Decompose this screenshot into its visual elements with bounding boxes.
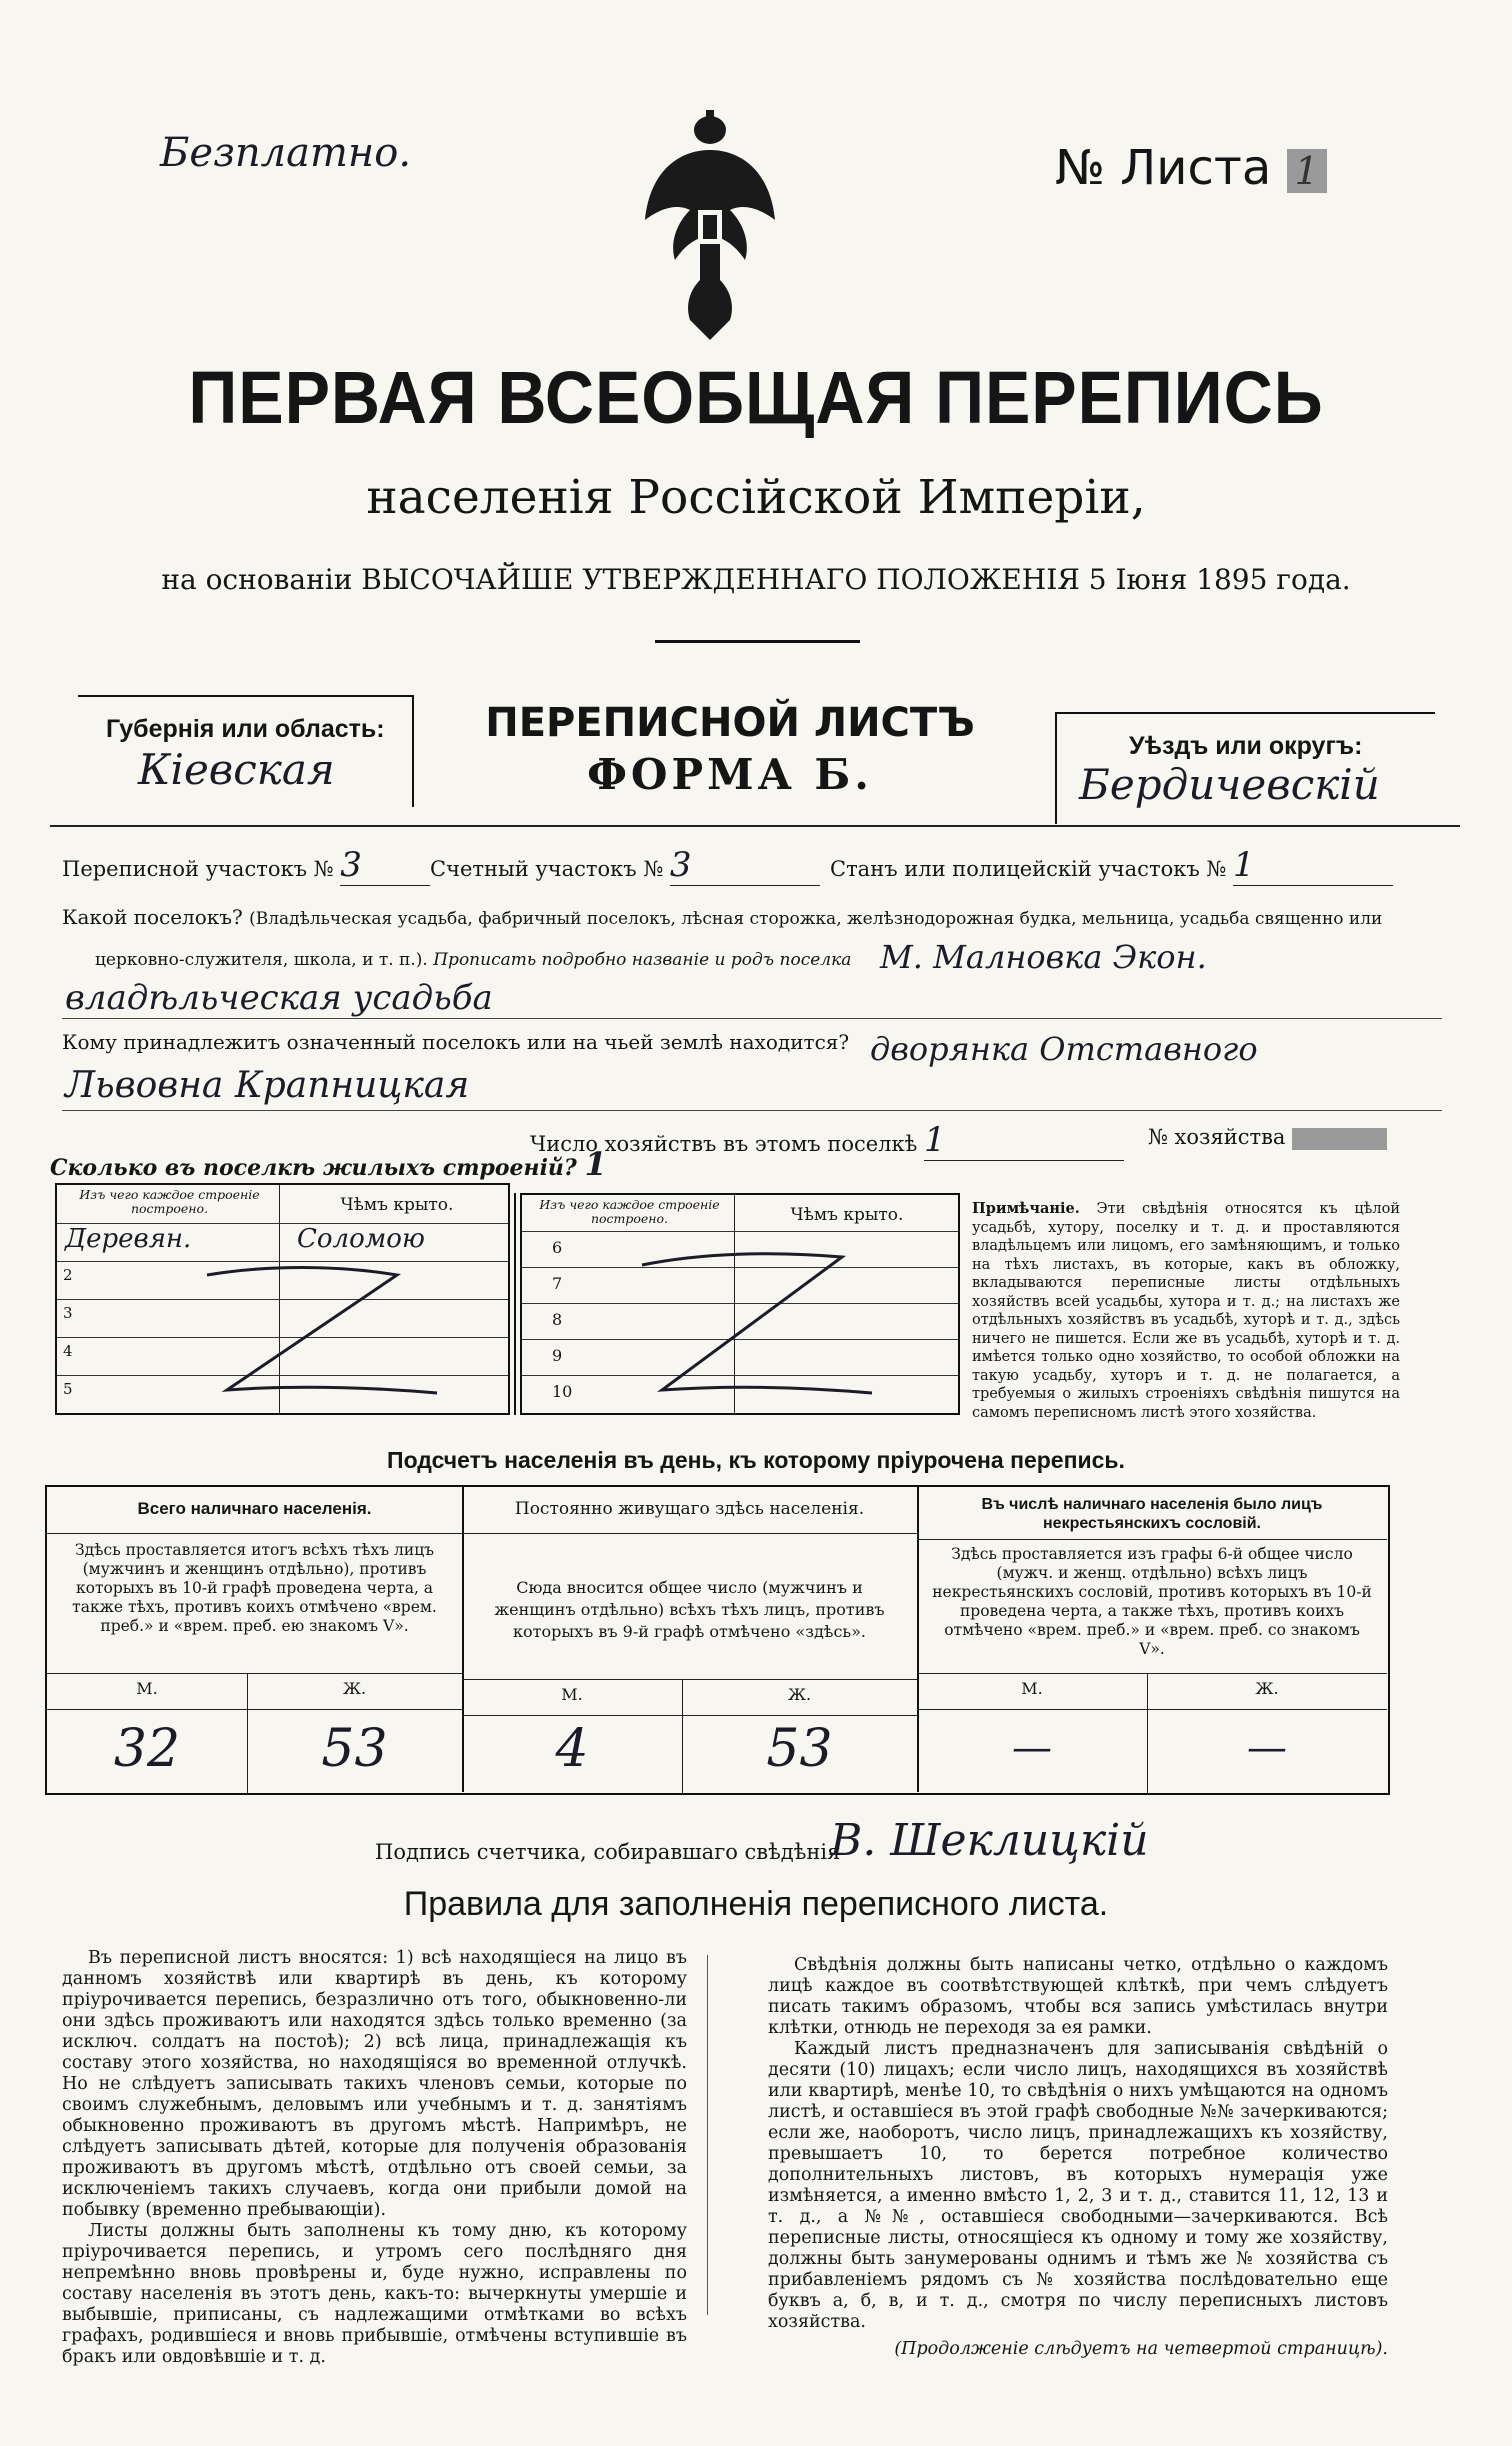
sheet-number-value: 1 <box>1287 149 1327 193</box>
col1-f-label: Ж. <box>342 1679 367 1698</box>
col1-m-label: М. <box>136 1679 158 1698</box>
permanent-population-col <box>462 1487 919 1792</box>
district-label: Уѣздъ или округъ: <box>1129 732 1363 760</box>
rules-left-paragraph-2: Листы должны быть заполнены къ тому дню, къ которому пріурочивается перепись, и утромъ сего послѣдняго дня непремѣнно вновь провѣрены и, буде нужно, исправлены по составу населенія въ этотъ день, какъ-то: вычеркнуты умершіе и выбывшіе, приписаны, съ надлежащими отмѣтками во всѣхъ графахъ, родившіеся и вновь прибывшіе, отмѣчены вступившіе въ бракъ или овдовѣвшіе и т. д. <box>62 2221 687 2367</box>
col1-text: Здѣсь проставляется итогъ всѣхъ тѣхъ лицъ (мужчинъ и женщинъ отдѣльно), противъ которыхъ въ 10-й графѣ проведена черта, а также тѣхъ, противъ коихъ отмѣчено «врем. преб.» и «врем. преб. ею знакомъ V». <box>72 1541 437 1635</box>
province-box <box>78 695 414 807</box>
province-value: Кіевская <box>138 745 335 794</box>
rules-right-paragraph-2: Каждый листъ предназначенъ для записыванія свѣдѣній о десяти (10) лицахъ; если число лицъ, находящихся въ хозяйствѣ или квартирѣ, менѣе 10, то свѣдѣнія о нихъ умѣщаются на одномъ листѣ, и оставшіеся въ этой графѣ свободные №№ зачеркиваются; если же, наоборотъ, число лицъ, принадлежащихъ къ хозяйству, превышаетъ 10, то берется потребное количество дополнительныхъ листовъ, въ которыхъ нумерація уже измѣняется, а именно вмѣсто 1, 2, 3 и т. д., ставится 11, 12, 13 и т. д., а №№, оставшіеся свободными—зачеркиваются. Всѣ переписные листы, относящіеся къ одному и тому же хозяйству, должны быть занумерованы однимъ и тѣмъ же № хозяйства съ прибавленіемъ рядомъ съ № хозяйства послѣдовательно еще буквъ а, б, в, и т. д., смотря по числу переписныхъ листовъ хозяйства. <box>768 2039 1388 2332</box>
district-box <box>1055 712 1435 824</box>
row-number: 6 <box>552 1238 563 1257</box>
buildings-value: 1 <box>584 1145 607 1183</box>
col1-title: Всего наличнаго населенія. <box>137 1499 372 1518</box>
note-label: Примѣчаніе. <box>972 1200 1080 1217</box>
district-value: Бердичевскій <box>1079 760 1380 809</box>
col2-text: Сюда вносится общее число (мужчинъ и женщинъ отдѣльно) всѣхъ тѣхъ лицъ, противъ которыхъ въ 9-й графѣ отмѣчено «здѣсь». <box>494 1578 885 1641</box>
rules-title: Правила для заполненія переписного листа. <box>403 1885 1109 1923</box>
non-peasant-col <box>917 1487 1387 1792</box>
header-rule <box>50 825 1460 827</box>
row1-material: Деревян. <box>65 1224 192 1254</box>
col-roof-header: Чѣмъ крыто. <box>340 1195 454 1215</box>
row-number: 5 <box>63 1380 73 1398</box>
note-text: Эти свѣдѣнія относятся къ цѣлой усадьбѣ, хутору, поселку и т. д. и проставляются владѣльцемъ или лицомъ, его замѣняющимъ, и только на тѣхъ листахъ, въ которые, какъ въ обложку, вкладываются переписные листы отдѣльныхъ хозяйствъ всей усадьбы, хутора и т. д.; на листахъ же отдѣльныхъ хозяйствъ въ усадьбѣ, хуторѣ и т. д., здѣсь ничего не пишется. Если же въ усадьбѣ, хуторѣ и т. д. имѣется только одно хозяйство, то особой обложки на такую усадьбу, хуторъ и т. д. не полагается, а требуемыя о жилыхъ строеніяхъ свѣдѣнія пишутся на самомъ переписномъ листѣ этого хозяйства. <box>972 1201 1400 1421</box>
col3-f-value: — <box>1247 1725 1287 1771</box>
household-no-redacted <box>1292 1128 1387 1150</box>
police-area-field: Станъ или полицейскій участокъ № 1 <box>830 845 1393 886</box>
strike-z-mark <box>187 1265 447 1405</box>
census-area-field: Переписной участокъ № 3 <box>62 845 430 886</box>
household-no-field: № хозяйства <box>1148 1125 1387 1150</box>
sheet-title: ПЕРЕПИСНОЙ ЛИСТЪ <box>485 700 975 746</box>
rules-continued: (Продолженіе слѣдуетъ на четвертой страницѣ). <box>894 2339 1388 2359</box>
buildings-field: Сколько въ поселкѣ жилыхъ строеній? 1 <box>50 1145 607 1183</box>
col-material-header: Изъ чего каждое строеніе построено. <box>79 1187 260 1216</box>
rules-right-column <box>768 1955 1388 2360</box>
col2-f-value: 53 <box>766 1719 833 1779</box>
sheet-number-label: № Листа 1 <box>1055 140 1327 196</box>
row1-roof: Соломою <box>297 1224 425 1254</box>
strike-z-mark <box>602 1245 902 1405</box>
divider <box>462 1533 917 1534</box>
col2-f-label: Ж. <box>787 1685 812 1704</box>
households-value: 1 <box>924 1120 1124 1161</box>
row-number: 4 <box>63 1342 73 1360</box>
counting-area-field: Счетный участокъ № 3 <box>430 845 820 886</box>
owner-underline <box>62 1110 1442 1111</box>
province-label: Губернія или область: <box>106 715 385 743</box>
settlement-hint2: церковно-служителя, школа, и т. п.). Прописать подробно названіе и родъ поселка <box>95 950 852 970</box>
buildings-table-right <box>520 1193 960 1415</box>
settlement-underline <box>62 1018 1442 1019</box>
census-area-value: 3 <box>340 845 430 886</box>
row-number: 9 <box>552 1346 563 1365</box>
counting-area-value: 3 <box>670 845 820 886</box>
imperial-eagle-emblem <box>640 110 780 355</box>
col2-m-label: М. <box>561 1685 583 1704</box>
total-population-col <box>47 1487 464 1792</box>
rules-left-paragraph-1: Въ переписной листъ вносятся: 1) всѣ находящіеся на лицо въ данномъ хозяйствѣ или квартирѣ въ день, къ которому пріурочивается перепись, безразлично отъ того, обыкновенно-ли они здѣсь проживаютъ или находятся здѣсь только временно (за исключ. солдатъ на постоѣ); 2) всѣ лица, принадлежащія къ составу этого хозяйства, но находящіяся во временной отлучкѣ. Но не слѣдуетъ записывать такихъ членовъ семьи, которые по своимъ служебнымъ, деловымъ или учебнымъ и т. д. занятіямъ обыкновенно проживаютъ въ другомъ мѣстѣ. Напримѣръ, не слѣдуетъ записывать дѣтей, которые для полученія образованія проживаютъ въ другомъ мѣстѣ, отдѣльно отъ своей семьи, за исключеніемъ такихъ случаевъ, когда они прибыли домой на побывку (временно пребывающіи). <box>62 1948 687 2220</box>
col2-title: Постоянно живущаго здѣсь населенія. <box>514 1499 865 1519</box>
table-row <box>57 1261 508 1284</box>
free-label: Безплатно. <box>160 130 412 176</box>
row-number: 7 <box>552 1274 563 1293</box>
col-material-header-right: Изъ чего каждое строеніе построено. <box>539 1197 720 1226</box>
divider <box>917 1709 1387 1710</box>
form-title: ФОРМА Б. <box>587 750 873 799</box>
row-number: 8 <box>552 1310 563 1329</box>
note-block <box>972 1200 1400 1422</box>
settlement-value-2: владѣльческая усадьба <box>65 978 493 1018</box>
col1-m-value: 32 <box>113 1719 181 1779</box>
divider <box>917 1539 1387 1540</box>
owner-label: Кому принадлежитъ означенный поселокъ или на чьей землѣ находится? <box>62 1030 850 1054</box>
col-roof-header-right: Чѣмъ крыто. <box>790 1205 904 1225</box>
divider <box>462 1679 917 1680</box>
col1-f-value: 53 <box>321 1719 388 1779</box>
divider <box>917 1673 1387 1674</box>
col3-m-label: М. <box>1021 1679 1043 1698</box>
col3-title: Въ числѣ наличнаго населенія было лицъ некрестьянскихъ сословій. <box>981 1496 1323 1532</box>
population-table <box>45 1485 1390 1795</box>
owner-value-2: Львовна Крапницкая <box>65 1065 470 1106</box>
rules-right-paragraph-1: Свѣдѣнія должны быть написаны четко, отдѣльно о каждомъ лицѣ каждое въ соотвѣтствующей клѣткѣ, при чемъ слѣдуетъ писать такимъ образомъ, чтобы вся запись умѣстилась внутри клѣтки, отнюдь не переходя за ея рамки. <box>768 1955 1388 2038</box>
households-field: Число хозяйствъ въ этомъ поселкѣ 1 <box>530 1120 1124 1161</box>
census-basis: на основаніи ВЫСОЧАЙШЕ УТВЕРЖДЕННАГО ПОЛОЖЕНІЯ 5 Іюня 1895 года. <box>161 563 1351 596</box>
settlement-value-1: М. Малновка Экон. <box>880 938 1207 976</box>
census-title: ПЕРВАЯ ВСЕОБЩАЯ ПЕРЕПИСЬ <box>188 356 1324 439</box>
signature-value: В. Шеклицкій <box>830 1815 1149 1866</box>
signature-label: Подпись счетчика, собиравшаго свѣдѣнія <box>375 1840 841 1864</box>
col3-m-value: — <box>1012 1725 1052 1771</box>
divider <box>462 1715 917 1716</box>
divider <box>47 1709 462 1710</box>
row-number: 10 <box>552 1382 573 1401</box>
col2-m-value: 4 <box>555 1719 589 1779</box>
population-heading: Подсчетъ населенія въ день, къ которому пріурочена перепись. <box>387 1447 1125 1473</box>
table-row <box>522 1231 958 1257</box>
rules-left-column <box>62 1948 687 2368</box>
col3-text: Здѣсь проставляется изъ графы 6-й общее число (мужч. и женщ. отдѣльно) всѣхъ лицъ некрестьянскихъ сословій, противъ которыхъ въ 10-й проведена черта, а также тѣхъ, противъ коихъ отмѣчено «врем. преб.» и «врем. преб. со знакомъ V». <box>932 1545 1372 1658</box>
title-divider <box>655 640 860 643</box>
divider <box>47 1533 462 1534</box>
rules-column-divider <box>707 1955 708 2315</box>
row-number: 2 <box>63 1266 73 1284</box>
divider <box>47 1673 462 1674</box>
table-separator <box>508 1193 516 1415</box>
buildings-table-left <box>55 1183 510 1415</box>
police-area-value: 1 <box>1233 845 1393 886</box>
table-row <box>57 1223 508 1254</box>
settlement-field: Какой поселокъ? (Владѣльческая усадьба, фабричный поселокъ, лѣсная сторожка, желѣзнодорожная будка, мельница, усадьба священно или <box>62 905 1383 929</box>
census-subtitle: населенія Россійской Имперіи, <box>366 470 1146 525</box>
row-number: 3 <box>63 1304 73 1322</box>
owner-value-1: дворянка Отставного <box>870 1030 1258 1068</box>
col3-f-label: Ж. <box>1255 1679 1279 1698</box>
